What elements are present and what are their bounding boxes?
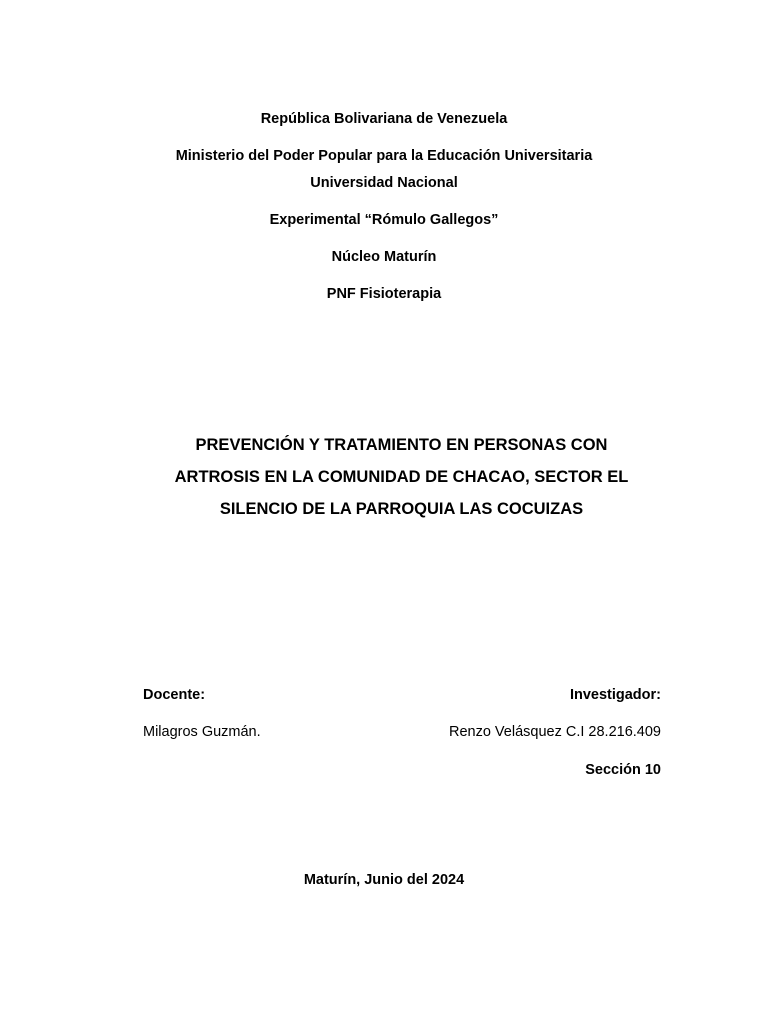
docente-label: Docente: <box>143 687 206 703</box>
header-ministry: Ministerio del Poder Popular para la Educación Universitaria <box>175 148 593 164</box>
investigador-name: Renzo Velásquez C.I 28.216.409 <box>448 724 661 740</box>
title-line-3: SILENCIO DE LA PARROQUIA LAS COCUIZAS <box>219 500 584 518</box>
document-title <box>100 429 703 525</box>
section-label: Sección 10 <box>585 762 661 778</box>
title-line-1: PREVENCIÓN Y TRATAMIENTO EN PERSONAS CON <box>195 436 608 454</box>
docente-name: Milagros Guzmán. <box>143 724 261 740</box>
header-experimental: Experimental “Rómulo Gallegos” <box>269 212 499 228</box>
investigador-label: Investigador: <box>569 687 661 703</box>
place-date: Maturín, Junio del 2024 <box>303 872 465 888</box>
header-nucleus: Núcleo Maturín <box>331 249 437 265</box>
header-university: Universidad Nacional <box>310 175 458 191</box>
header-republic: República Bolivariana de Venezuela <box>260 111 508 127</box>
title-line-2: ARTROSIS EN LA COMUNIDAD DE CHACAO, SECTOR EL <box>174 468 629 486</box>
header-program: PNF Fisioterapia <box>326 286 442 302</box>
